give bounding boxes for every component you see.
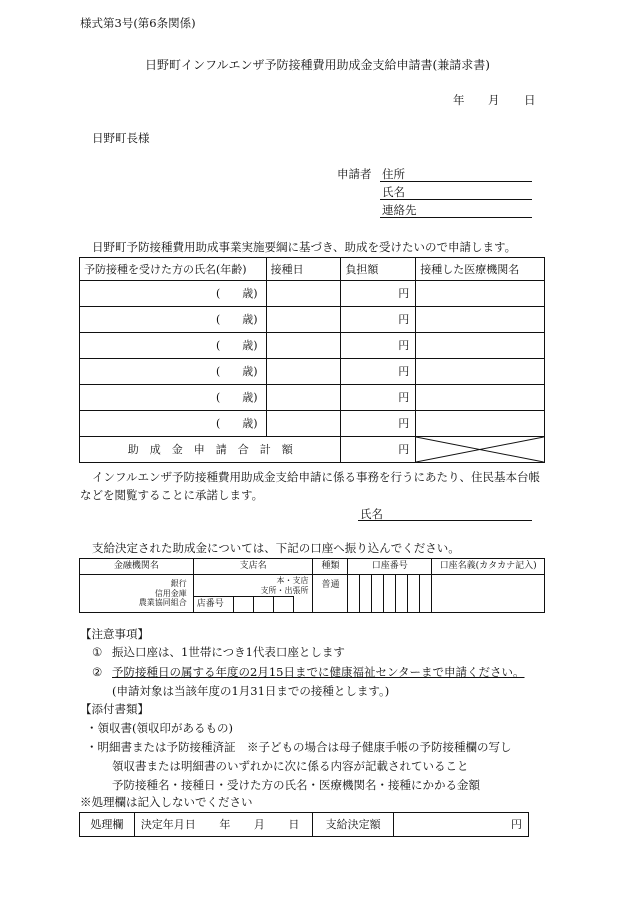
cost-cell[interactable]: 円 [341,281,416,307]
decision-day: 日 [288,818,300,831]
branch-main: 本・支店 [276,575,309,585]
clinic-cell[interactable] [416,307,545,333]
contact-line[interactable] [380,217,532,218]
name-age-cell[interactable] [80,333,267,359]
decision-month: 月 [253,818,265,831]
total-yen[interactable]: 円 [341,437,416,463]
total-clinic-crossed [416,437,545,463]
note1-text: 振込口座は、1世帯につき1代表口座とします [112,645,345,659]
store-blank [293,597,313,613]
total-label: 助 成 金 申 請 合 計 額 [80,437,341,463]
date-cell[interactable] [266,333,341,359]
office-label: 処理欄 [80,813,135,837]
cost-cell[interactable]: 円 [341,385,416,411]
age-open: ( [216,339,221,352]
name-line[interactable] [380,199,532,200]
consent-name-line[interactable] [358,520,532,521]
date-cell[interactable] [266,307,341,333]
attach-1: ・領収書(領収印があるもの) [86,721,233,735]
consent-line1: インフルエンザ予防接種費用助成金支給申請に係る事務を行うにあたり、住民基本台帳 [92,470,541,484]
age-open: ( [216,287,221,300]
cost-cell[interactable]: 円 [341,359,416,385]
account-digit-2[interactable] [360,575,372,613]
account-digit-4[interactable] [384,575,396,613]
address-label: 住所 [382,167,405,181]
clinic-cell[interactable] [416,333,545,359]
header-cost: 負担額 [341,258,416,281]
note1-mark: ① [92,645,103,659]
name-label: 氏名 [382,185,405,199]
age-close: 歳) [242,365,258,378]
office-table [79,812,529,837]
account-type[interactable]: 普通 [313,575,348,613]
name-age-cell[interactable] [80,411,267,437]
date-cell[interactable] [266,385,341,411]
amount-label: 支給決定額 [312,813,394,837]
note2-text: 予防接種日の属する年度の2月15日までに健康福祉センターまで申請ください。 [112,665,525,679]
name-age-cell[interactable] [80,359,267,385]
bank-header-institution: 金融機関名 [80,559,194,575]
inst-credit: 信用金庫 [154,588,187,598]
bank-intro: 支給決定された助成金については、下記の口座へ振り込んでください。 [92,541,460,555]
age-open: ( [216,417,221,430]
account-digit-6[interactable] [408,575,420,613]
age-open: ( [216,313,221,326]
store-digit-3[interactable] [273,597,293,613]
age-close: 歳) [242,287,258,300]
age-close: 歳) [242,417,258,430]
table-row [80,333,545,359]
clinic-cell[interactable] [416,385,545,411]
age-open: ( [216,391,221,404]
date-day-label: 日 [524,93,536,107]
account-digit-3[interactable] [372,575,384,613]
table-row [80,385,545,411]
table-row [80,281,545,307]
header-clinic: 接種した医療機関名 [416,258,545,281]
table-row [80,359,545,385]
store-number-label: 店番号 [193,597,233,613]
cost-cell[interactable]: 円 [341,411,416,437]
header-name: 予防接種を受けた方の氏名(年齢) [80,258,267,281]
account-holder[interactable] [432,575,545,613]
consent-name-label: 氏名 [360,507,383,521]
vaccination-table [79,257,545,463]
cost-cell[interactable]: 円 [341,307,416,333]
age-close: 歳) [242,339,258,352]
contact-label: 連絡先 [382,203,417,217]
date-cell[interactable] [266,281,341,307]
address-line[interactable] [380,181,532,182]
account-digit-1[interactable] [348,575,360,613]
name-age-cell[interactable] [80,385,267,411]
date-cell[interactable] [266,411,341,437]
date-cell[interactable] [266,359,341,385]
table-row [80,411,545,437]
bank-header-branch: 支店名 [193,559,313,575]
date-month-label: 月 [488,93,500,107]
attach-4: 予防接種名・接種日・受けた方の氏名・医療機関名・接種にかかる金額 [112,778,480,792]
bank-header-account: 口座番号 [348,559,432,575]
decision-year: 年 [219,818,231,831]
age-close: 歳) [242,313,258,326]
bank-institution-cell[interactable] [80,575,194,613]
branch-sub: 支所・出張所 [260,585,309,595]
document-title: 日野町インフルエンザ予防接種費用助成金支給申請書(兼請求書) [145,58,490,72]
header-date: 接種日 [266,258,341,281]
store-digit-1[interactable] [233,597,253,613]
office-note: ※処理欄は記入しないでください [80,795,253,809]
name-age-cell[interactable] [80,307,267,333]
applicant-label: 申請者 [337,167,372,181]
clinic-cell[interactable] [416,281,545,307]
attach-2: ・明細書または予防接種済証 ※子どもの場合は母子健康手帳の予防接種欄の写し [86,740,512,754]
note2-mark: ② [92,665,103,679]
inst-bank: 銀行 [170,579,187,589]
attach-3: 領収書または明細書のいずれかに次に係る内容が記載されていること [112,759,469,773]
addressee: 日野町長様 [92,131,150,145]
bank-header-holder: 口座名義(カタカナ記入) [432,559,545,575]
clinic-cell[interactable] [416,359,545,385]
decision-date-cell [134,813,312,837]
inst-coop: 農業協同組合 [138,598,187,608]
bank-header-type: 種類 [313,559,348,575]
store-digit-2[interactable] [253,597,273,613]
date-year-label: 年 [453,93,465,107]
account-digit-7[interactable] [420,575,432,613]
cost-cell[interactable]: 円 [341,333,416,359]
account-digit-5[interactable] [396,575,408,613]
form-number: 様式第3号(第6条関係) [80,16,196,30]
attach-heading: 【添付書類】 [80,702,149,716]
table-row [80,307,545,333]
decision-date-label: 決定年月日 [140,818,196,831]
consent-line2: などを閲覧することに承諾します。 [80,488,264,502]
age-close: 歳) [242,391,258,404]
name-age-cell[interactable] [80,281,267,307]
bank-table [79,558,545,613]
note2-sub: (申請対象は当該年度の1月31日までの接種とします。) [112,684,390,698]
amount-yen: 円 [394,813,529,837]
notes-heading: 【注意事項】 [80,627,149,641]
bank-branch-cell[interactable] [193,575,313,597]
age-open: ( [216,365,221,378]
clinic-cell[interactable] [416,411,545,437]
intro-text: 日野町予防接種費用助成事業実施要綱に基づき、助成を受けたいので申請します。 [92,240,517,254]
